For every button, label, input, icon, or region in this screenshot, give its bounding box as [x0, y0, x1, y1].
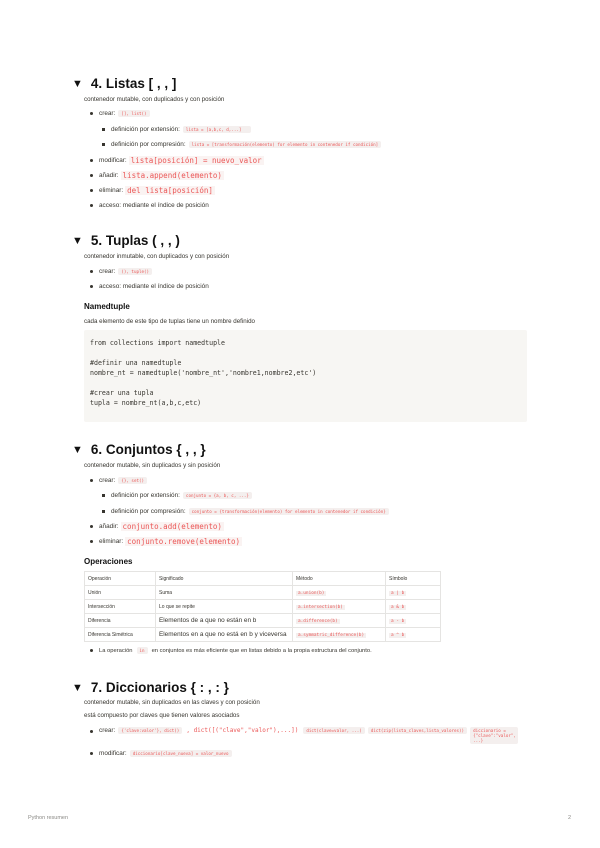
label: eliminar: [99, 187, 124, 194]
bullet-icon [90, 730, 93, 733]
inline-code: dict(clave=valor, ...) [303, 727, 364, 734]
table-row [85, 586, 441, 600]
list-item [102, 492, 252, 499]
inline-code: a | b [391, 590, 405, 596]
operations-table [84, 571, 441, 642]
bullet-icon [90, 752, 93, 755]
label: definición por extensión: [111, 126, 180, 133]
bullet-icon [90, 540, 93, 543]
inline-code: conjunto.add(elemento) [122, 522, 222, 531]
list-item [90, 750, 232, 757]
label: modificar: [99, 157, 127, 164]
table-cell: Diferencia [85, 614, 156, 628]
label: definición por extensión: [111, 492, 180, 499]
list-item [90, 156, 264, 165]
bullet-icon [90, 189, 93, 192]
label: crear: [99, 477, 116, 484]
bullet-icon [90, 112, 93, 115]
section-heading-diccionarios[interactable] [72, 680, 532, 695]
bullet-icon [90, 270, 93, 273]
paragraph: está compuesto por claves que tienen valores asociados [84, 712, 240, 719]
inline-code: {}, set() [118, 477, 147, 484]
bullet-icon [90, 525, 93, 528]
heading-text: 4. Listas [ , , ] [90, 76, 177, 91]
paragraph: cada elemento de este tipo de tuplas tiene un nombre definido [84, 318, 255, 325]
table-cell [386, 586, 441, 600]
code-line [90, 378, 521, 388]
code-line [90, 348, 521, 358]
list-item [90, 268, 152, 275]
bullet-icon [90, 174, 93, 177]
table-row [85, 628, 441, 642]
inline-code: lista[posición] = nuevo_valor [130, 156, 262, 165]
table-cell [293, 600, 386, 614]
inline-code: lista = [transformación(elemento) for elemento in contenedor if condición] [189, 141, 382, 148]
code-block[interactable] [84, 330, 527, 422]
inline-code: diccionario[clave_nueva] = valor_nuevo [130, 750, 232, 757]
list-item [90, 202, 209, 209]
table-row [85, 600, 441, 614]
subheading-namedtuple: Namedtuple [84, 302, 130, 311]
table-cell: Elementos de a que no están en b [156, 614, 293, 628]
page-number: 2 [568, 815, 572, 821]
inline-code: dict(zip(lista_claves,lista_valores)) [368, 727, 467, 734]
inline-code: conjunto = {transformación(elemento) for elemento in contenedor if condición} [189, 508, 389, 515]
table-cell [293, 614, 386, 628]
inline-code: [], list() [118, 110, 149, 117]
section-heading-listas[interactable] [72, 76, 532, 91]
table-cell: Unión [85, 586, 156, 600]
inline-code: a & b [391, 604, 405, 610]
table-cell [386, 628, 441, 642]
inline-code: conjunto = {a, b, c, ...} [183, 492, 252, 499]
label: definición por compresión: [111, 141, 186, 148]
toggle-triangle-icon[interactable]: ▼ [72, 681, 83, 694]
bullet-icon [90, 649, 93, 652]
list-item [90, 727, 518, 744]
table-cell [386, 614, 441, 628]
label: acceso: mediante el índice de posición [99, 202, 209, 209]
code-line: #crear una tupla [90, 389, 154, 397]
list-item [90, 537, 242, 546]
inline-code: (), tuple() [118, 268, 152, 275]
square-bullet-icon [102, 128, 105, 131]
list-item [90, 110, 150, 117]
list-item [90, 647, 372, 654]
inline-code: lista.append(elemento) [122, 171, 222, 180]
bullet-icon [90, 159, 93, 162]
bullet-icon [90, 204, 93, 207]
table-cell: Diferencia Simétrica [85, 628, 156, 642]
label: crear: [99, 268, 116, 275]
table-cell: Suma [156, 586, 293, 600]
label: añadir: [99, 172, 119, 179]
paragraph: contenedor mutable, sin duplicados y sin posición [84, 462, 221, 469]
list-item [102, 126, 251, 133]
table-header-cell: Método [293, 572, 386, 586]
list-item [90, 186, 215, 195]
list-item [90, 283, 209, 290]
paragraph: contenedor inmutable, con duplicados y con posición [84, 253, 230, 260]
heading-text: 7. Diccionarios { : , : } [90, 680, 229, 695]
code-line: tupla = nombre_nt(a,b,c,etc) [90, 399, 202, 407]
section-heading-conjuntos[interactable] [72, 442, 532, 457]
label: definición por compresión: [111, 508, 186, 515]
label: en conjuntos es más eficiente que en listas debido a la propia estructura del conjunto. [151, 647, 372, 654]
bullet-icon [90, 285, 93, 288]
label: eliminar: [99, 538, 124, 545]
inline-code: a.difference(b) [298, 618, 338, 624]
list-item [90, 522, 224, 531]
label: modificar: [99, 750, 127, 757]
heading-text: 5. Tuplas ( , , ) [90, 233, 180, 248]
table-header-cell: Significado [156, 572, 293, 586]
inline-code: , dict([("clave","valor"),...]) [186, 727, 299, 734]
table-cell [293, 586, 386, 600]
label: crear: [99, 727, 116, 734]
inline-code: a.union(b) [298, 590, 325, 596]
table-header-cell: Operación [85, 572, 156, 586]
label: crear: [99, 110, 116, 117]
inline-code: conjunto.remove(elemento) [127, 537, 241, 546]
toggle-triangle-icon[interactable]: ▼ [72, 77, 83, 90]
table-cell: Intersección [85, 600, 156, 614]
inline-code: {'clave:valor'}, dict() [118, 727, 182, 734]
list-item [90, 171, 224, 180]
inline-code: diccionario = {"clave":"valor", ...} [470, 727, 518, 744]
subheading-operaciones: Operaciones [84, 557, 133, 566]
inline-code: a.symmatric_difference(b) [298, 632, 365, 638]
table-header-row [85, 572, 441, 586]
list-item [102, 508, 389, 515]
code-line: nombre_nt = namedtuple('nombre_nt','nombre1,nombre2,etc') [90, 369, 317, 377]
table-cell: Elementos en a que no está en b y viceversa [156, 628, 293, 642]
inline-code: a.intersection(b) [298, 604, 343, 610]
inline-code: a - b [391, 618, 405, 624]
table-cell: Lo que se repite [156, 600, 293, 614]
code-line: #definir una namedtuple [90, 359, 182, 367]
label: añadir: [99, 523, 119, 530]
table-row [85, 614, 441, 628]
bullet-icon [90, 479, 93, 482]
list-item [102, 141, 381, 148]
square-bullet-icon [102, 143, 105, 146]
square-bullet-icon [102, 510, 105, 513]
footer-title: Python resumen [28, 815, 69, 821]
toggle-triangle-icon[interactable]: ▼ [72, 234, 83, 247]
table-cell [293, 628, 386, 642]
label: La operación [99, 647, 133, 654]
inline-code: in [137, 647, 148, 654]
code-line: from collections import namedtuple [90, 339, 225, 347]
paragraph: contenedor mutable, con duplicados y con posición [84, 96, 225, 103]
table-header-cell: Símbolo [386, 572, 441, 586]
toggle-triangle-icon[interactable]: ▼ [72, 443, 83, 456]
square-bullet-icon [102, 494, 105, 497]
paragraph: contenedor mutable, sin duplicados en las claves y con posición [84, 699, 260, 706]
list-item [90, 477, 147, 484]
inline-code: del lista[posición] [127, 186, 213, 195]
inline-code: a ^ b [391, 632, 405, 638]
section-heading-tuplas[interactable] [72, 233, 532, 248]
inline-code: lista = [a,b,c, d,...] [183, 126, 251, 133]
heading-text: 6. Conjuntos { , , } [90, 442, 206, 457]
label: acceso: mediante el índice de posición [99, 283, 209, 290]
table-cell [386, 600, 441, 614]
